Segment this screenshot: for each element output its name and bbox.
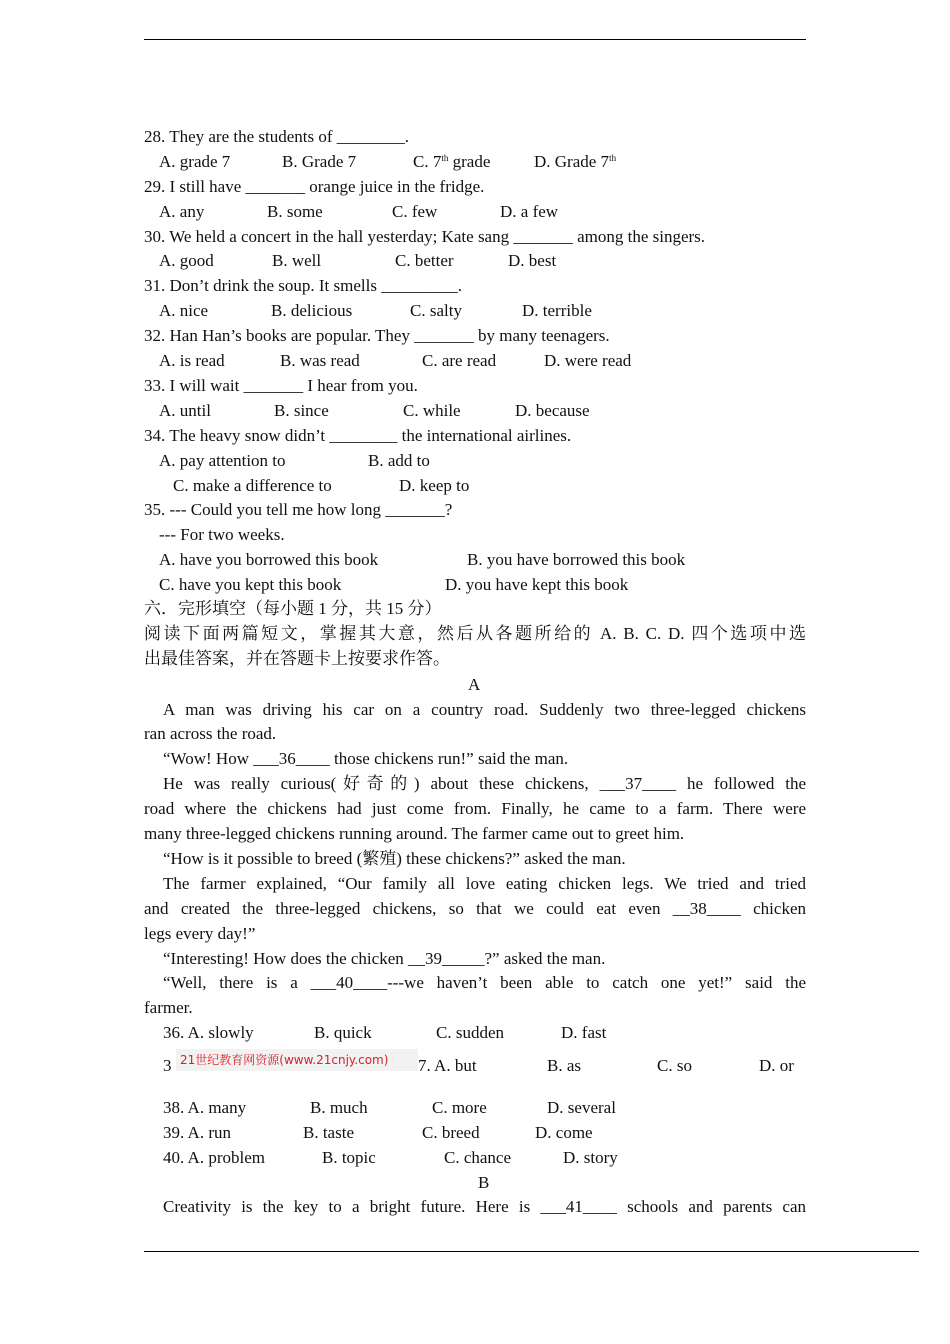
option-d: D. you have kept this book	[445, 575, 629, 594]
question-33: 33. I will wait _______ I hear from you.	[144, 376, 418, 395]
option-d: D. because	[515, 401, 590, 420]
section-instruction: 阅读下面两篇短文，掌握其大意，然后从各题所给的 A. B. C. D. 四个选项中选	[144, 624, 806, 643]
option-c: C. salty	[410, 301, 462, 320]
question-35: 35. --- Could you tell me how long _______?	[144, 500, 453, 519]
passage-a-line: The farmer explained, “Our family all love eating chicken legs. We tried and tried	[163, 874, 806, 893]
option-b: B. Grade 7	[282, 152, 357, 171]
option-a: A. nice	[159, 301, 209, 320]
option-c: C. so	[657, 1056, 692, 1075]
option-a: 38. A. many	[163, 1098, 247, 1117]
option-a: A. any	[159, 202, 205, 221]
option-a: A. until	[159, 401, 211, 420]
passage-b-line: Creativity is the key to a bright future. Here is ___41____ schools and parents can	[163, 1197, 806, 1216]
option-d: D. a few	[500, 202, 559, 221]
footer-rule	[144, 1251, 919, 1252]
option-d: D. best	[508, 251, 557, 270]
option-b: B. well	[272, 251, 322, 270]
option-d: D. keep to	[399, 476, 470, 495]
question-32: 32. Han Han’s books are popular. They _______ by many teenagers.	[144, 326, 610, 345]
option-d: D. Grade 7th	[534, 152, 617, 171]
option-b: B. some	[267, 202, 323, 221]
option-a: 40. A. problem	[163, 1148, 265, 1167]
passage-b-label: B	[478, 1173, 490, 1192]
option-c: C. have you kept this book	[159, 575, 342, 594]
passage-a-label: A	[468, 675, 481, 694]
option-a: A. is read	[159, 351, 225, 370]
option-a: A. have you borrowed this book	[159, 550, 379, 569]
passage-a-line: ran across the road.	[144, 724, 277, 743]
option-c: C. better	[395, 251, 454, 270]
section-heading: 六．完形填空（每小题 1 分，共 15 分）	[144, 599, 442, 618]
passage-a-line: “Well, there is a ___40____---we haven’t been able to catch one yet!” said the	[163, 973, 806, 992]
option-b: B. taste	[303, 1123, 354, 1142]
section-instruction-cont: 出最佳答案，并在答题卡上按要求作答。	[144, 649, 450, 668]
option-a: 7. A. but	[418, 1056, 477, 1075]
option-d: D. terrible	[522, 301, 592, 320]
option-a: 36. A. slowly	[163, 1023, 254, 1042]
question-34: 34. The heavy snow didn’t ________ the international airlines.	[144, 426, 572, 445]
passage-a-line: He was really curious(好奇的) about these chickens, ___37____ he followed the	[163, 774, 806, 793]
question-35-reply: --- For two weeks.	[159, 525, 285, 544]
option-c: C. while	[403, 401, 461, 420]
question-28: 28. They are the students of ________.	[144, 127, 410, 146]
passage-a-line: “How is it possible to breed (繁殖) these chickens?” asked the man.	[163, 849, 626, 868]
option-c: C. make a difference to	[173, 476, 332, 495]
option-c: C. sudden	[436, 1023, 504, 1042]
question-31: 31. Don’t drink the soup. It smells _________.	[144, 276, 462, 295]
option-d: D. several	[547, 1098, 616, 1117]
option-c: C. more	[432, 1098, 487, 1117]
option-b: B. was read	[280, 351, 360, 370]
watermark-logo: 21世纪教育网资源(www.21cnjy.com)	[176, 1049, 418, 1071]
passage-a-line: “Wow! How ___36____ those chickens run!” said the man.	[163, 749, 569, 768]
header-rule	[144, 39, 806, 40]
option-c: C. breed	[422, 1123, 480, 1142]
passage-a-line: “Interesting! How does the chicken __39_____?” asked the man.	[163, 949, 606, 968]
question-30: 30. We held a concert in the hall yesterday; Kate sang _______ among the singers.	[144, 227, 706, 246]
option-b: B. you have borrowed this book	[467, 550, 686, 569]
option-a: A. grade 7	[159, 152, 231, 171]
option-c: C. 7th grade	[413, 152, 491, 171]
question-37-number: 3	[163, 1056, 172, 1075]
option-b: B. much	[310, 1098, 368, 1117]
option-d: D. fast	[561, 1023, 607, 1042]
option-b: B. as	[547, 1056, 581, 1075]
option-a: 39. A. run	[163, 1123, 231, 1142]
option-b: B. since	[274, 401, 329, 420]
passage-a-line: many three-legged chickens running around. The farmer came out to greet him.	[144, 824, 685, 843]
option-b: B. add to	[368, 451, 430, 470]
option-c: C. are read	[422, 351, 497, 370]
passage-a-line: and created the three-legged chickens, so that we could eat even __38____ chicken	[144, 899, 806, 918]
option-b: B. topic	[322, 1148, 376, 1167]
option-d: D. story	[563, 1148, 618, 1167]
option-c: C. few	[392, 202, 438, 221]
passage-a-line: A man was driving his car on a country road. Suddenly two three-legged chickens	[163, 700, 806, 719]
passage-a-line: road where the chickens had just come from. Finally, he came to a farm. There were	[144, 799, 806, 818]
option-a: A. pay attention to	[159, 451, 286, 470]
option-b: B. delicious	[271, 301, 353, 320]
option-d: D. were read	[544, 351, 632, 370]
passage-a-line: farmer.	[144, 998, 193, 1017]
option-d: D. come	[535, 1123, 593, 1142]
option-c: C. chance	[444, 1148, 512, 1167]
option-d: D. or	[759, 1056, 794, 1075]
passage-a-line: legs every day!”	[144, 924, 256, 943]
option-b: B. quick	[314, 1023, 372, 1042]
question-29: 29. I still have _______ orange juice in the fridge.	[144, 177, 485, 196]
option-a: A. good	[159, 251, 214, 270]
